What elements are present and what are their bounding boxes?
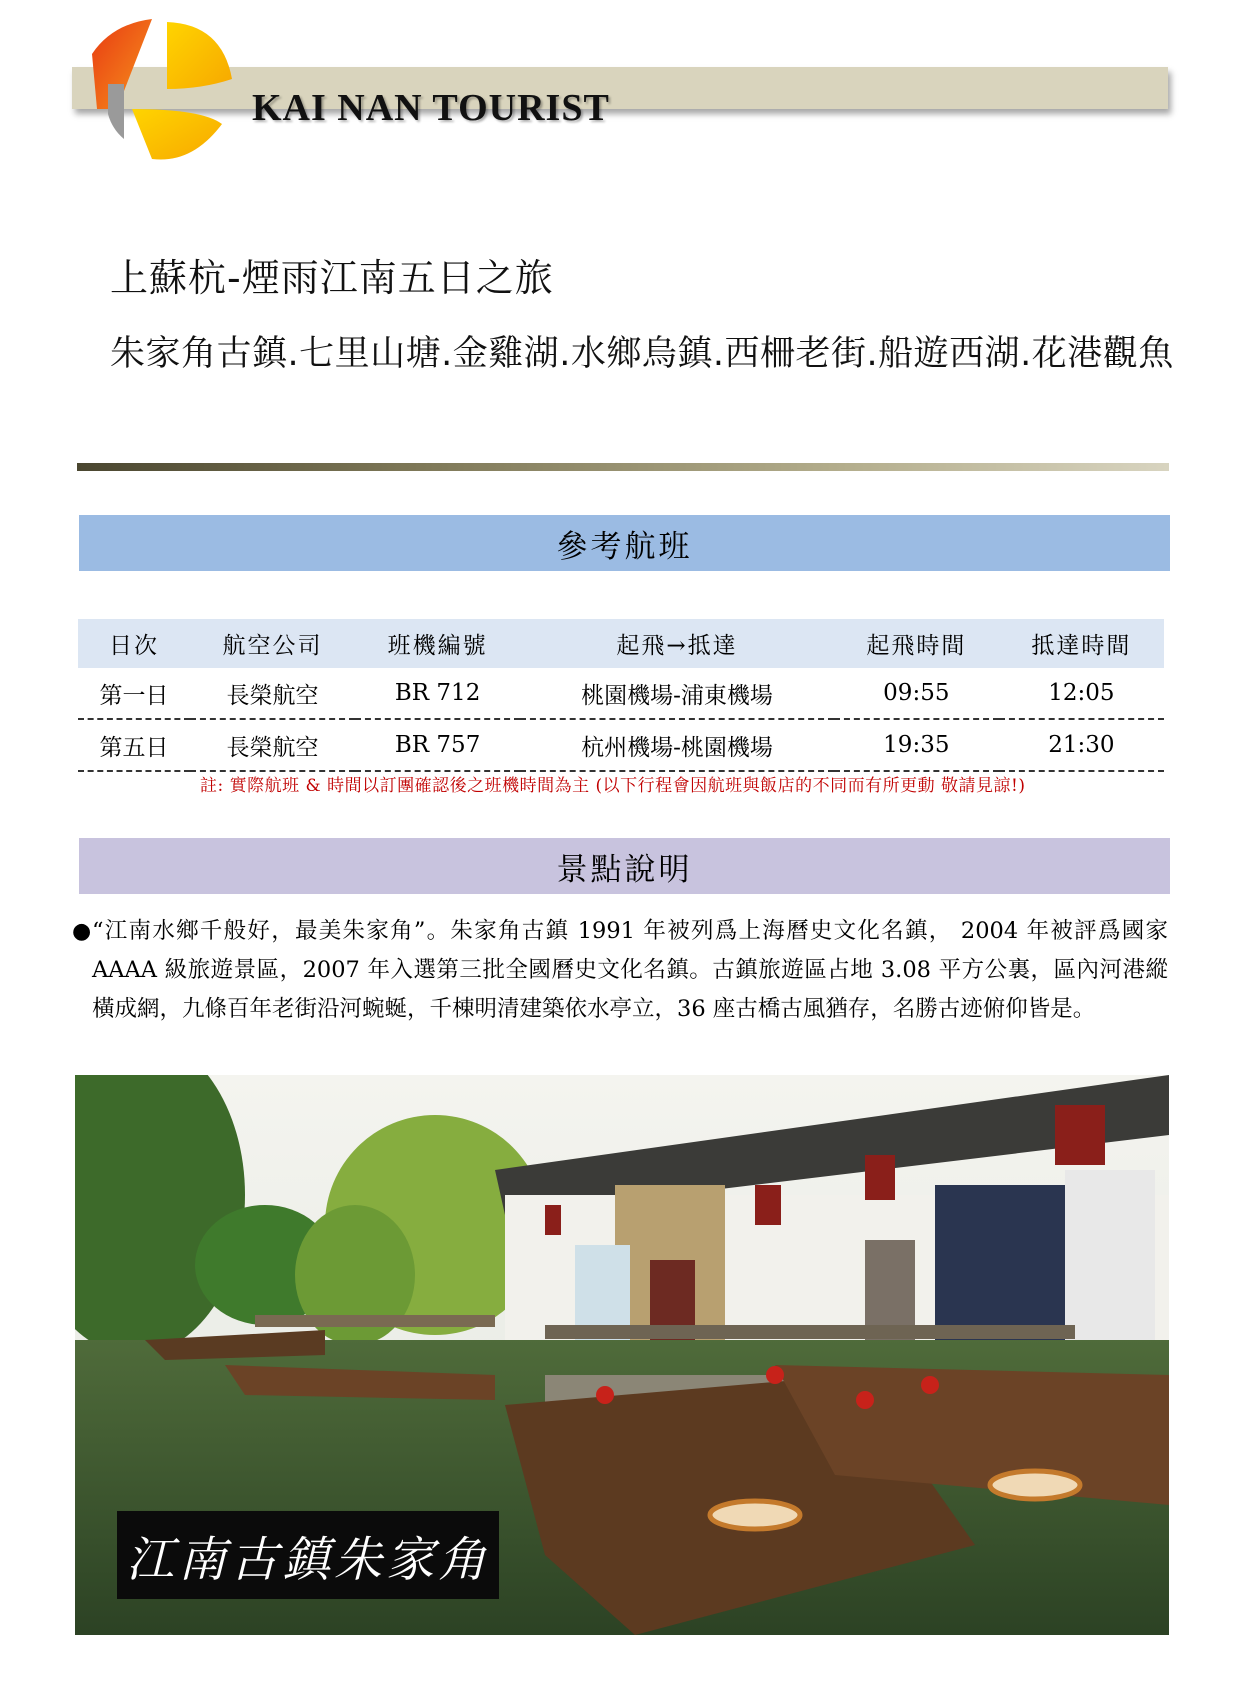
kai-nan-k-logo-icon — [72, 14, 242, 174]
cell-route: 杭州機場-桃園機場 — [520, 719, 834, 771]
bullet-icon: ● — [72, 919, 92, 944]
cell-airline: 長榮航空 — [190, 668, 355, 719]
attractions-heading: 景點說明 — [79, 838, 1170, 894]
cell-route: 桃園機場-浦東機場 — [520, 668, 834, 719]
col-airline: 航空公司 — [190, 619, 355, 668]
cell-day: 第一日 — [78, 668, 190, 719]
flights-heading: 參考航班 — [79, 515, 1170, 571]
cell-depart-time: 09:55 — [834, 668, 999, 719]
description-text: “江南水鄉千般好，最美朱家角”。朱家角古鎮 1991 年被列爲上海曆史文化名鎮， 2004 年被評爲國家 AAAA 級旅遊景區，2007 年入選第三批全國曆史文化名鎮。古鎮旅遊區占地 3.08 平方公裏，區內河港縱橫成網，九條百年老街沿河蜿蜒，千棟明清建築依水亭立，36 座古橋古風猶存，名勝古迹俯仰皆是。 — [92, 918, 1168, 1022]
table-header-row — [78, 619, 1164, 668]
col-day: 日次 — [78, 619, 190, 668]
tour-title: 上蘇杭-煙雨江南五日之旅 — [110, 256, 554, 300]
photo-caption: 江南古鎮朱家角 — [117, 1511, 499, 1599]
tour-subtitle: 朱家角古鎮.七里山塘.金雞湖.水鄉烏鎮.西柵老街.船遊西湖.花港觀魚 — [110, 334, 1174, 374]
cell-arrive-time: 21:30 — [999, 719, 1164, 771]
flight-note: 註: 實際航班 & 時間以訂團確認後之班機時間為主 (以下行程會因航班與飯店的不同而有所更動 敬請見諒!) — [200, 776, 1026, 796]
col-flight-no: 班機編號 — [355, 619, 520, 668]
attraction-description — [72, 912, 1168, 1029]
flight-table — [78, 619, 1164, 772]
cell-depart-time: 19:35 — [834, 719, 999, 771]
section-divider — [77, 463, 1169, 471]
table-row — [78, 719, 1164, 771]
cell-arrive-time: 12:05 — [999, 668, 1164, 719]
col-arrive-time: 抵達時間 — [999, 619, 1164, 668]
cell-airline: 長榮航空 — [190, 719, 355, 771]
cell-flight-no: BR 712 — [355, 668, 520, 719]
brand-name: KAI NAN TOURIST — [252, 87, 610, 129]
cell-day: 第五日 — [78, 719, 190, 771]
col-route: 起飛→抵達 — [520, 619, 834, 668]
cell-flight-no: BR 757 — [355, 719, 520, 771]
table-row — [78, 668, 1164, 719]
zhujiajiao-photo — [75, 1075, 1169, 1635]
col-depart-time: 起飛時間 — [834, 619, 999, 668]
